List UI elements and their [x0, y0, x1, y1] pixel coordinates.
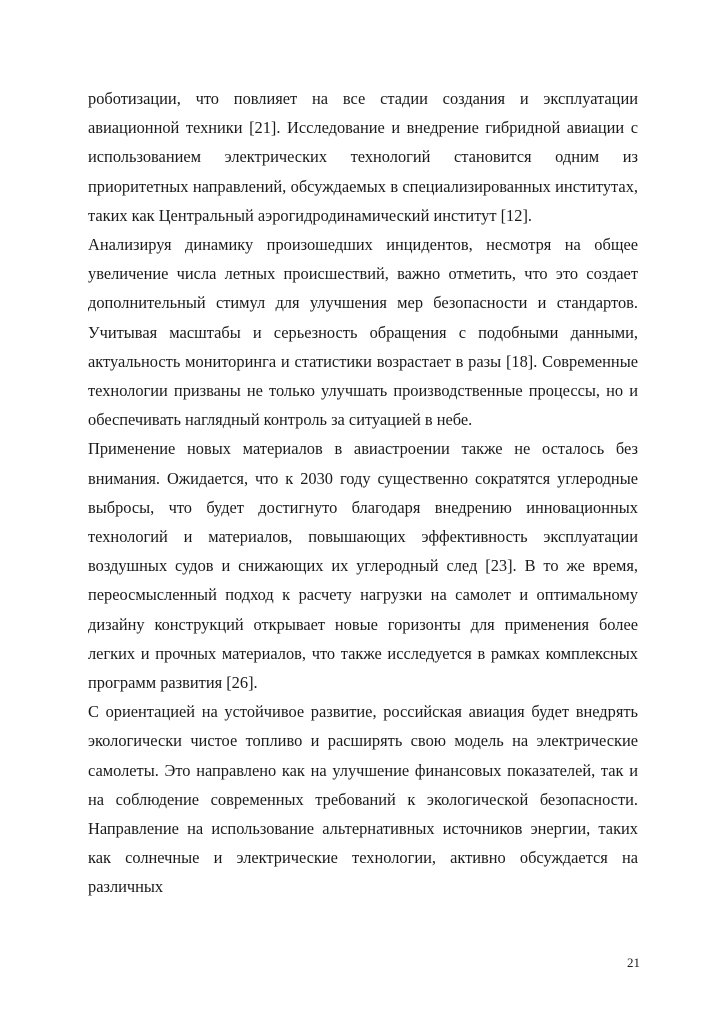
paragraph-3: Применение новых материалов в авиастроении также не осталось без внимания. Ожидается, что к 2030 году существенно сократятся углеродные выбросы, что будет достигнуто благодаря внедрению инновационных технологий и материалов, повышающих эффективность эксплуатации воздушных судов и снижающих их углеродный след [23]. В то же время, переосмысленный подход к расчету нагрузки на самолет и оптимальному дизайну конструкций открывает новые горизонты для применения более легких и прочных материалов, что также исследуется в рамках комплексных программ развития [26].: [88, 439, 638, 693]
page-body: [88, 84, 638, 902]
page-number: 21: [627, 955, 640, 970]
paragraph-4: С ориентацией на устойчивое развитие, российская авиация будет внедрять экологически чистое топливо и расширять свою модель на электрические самолеты. Это направлено как на улучшение финансовых показателей, так и на соблюдение современных требований к экологической безопасности. Направление на использование альтернативных источников энергии, таких как солнечные и электрические технологии, активно обсуждается на различных: [88, 702, 638, 897]
paragraph-2: Анализируя динамику произошедших инцидентов, несмотря на общее увеличение числа летных происшествий, важно отметить, что это создает дополнительный стимул для улучшения мер безопасности и стандартов. Учитывая масштабы и серьезность обращения с подобными данными, актуальность мониторинга и статистики возрастает в разы [18]. Современные технологии призваны не только улучшать производственные процессы, но и обеспечивать наглядный контроль за ситуацией в небе.: [88, 235, 638, 430]
paragraph-1: роботизации, что повлияет на все стадии создания и эксплуатации авиационной техники [21]. Исследование и внедрение гибридной авиации с использованием электрических технологий становится одним из приоритетных направлений, обсуждаемых в специализированных институтах, таких как Центральный аэрогидродинамический институт [12].: [88, 89, 638, 225]
